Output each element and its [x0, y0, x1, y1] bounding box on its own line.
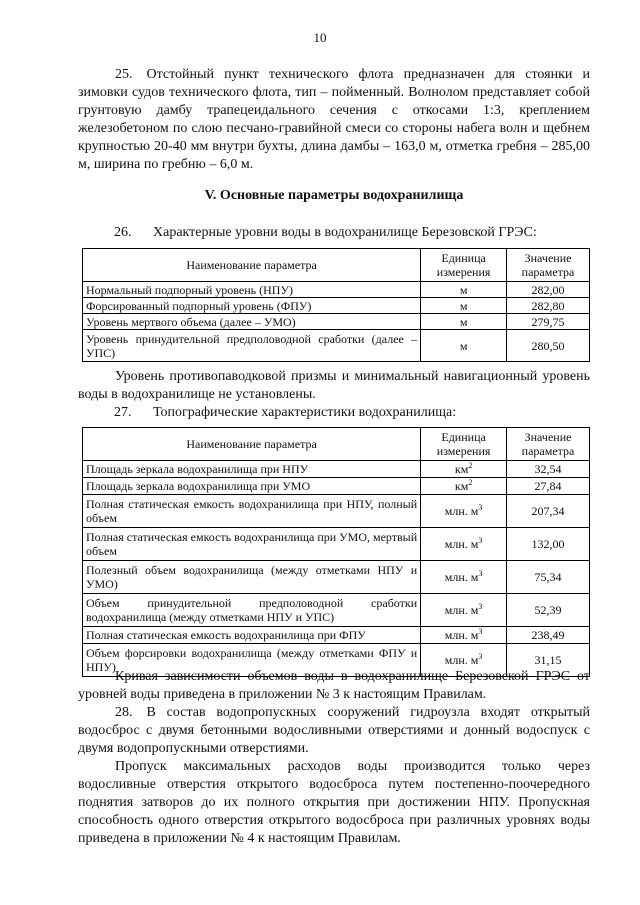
water-levels-table	[82, 248, 590, 362]
table-row	[83, 461, 590, 478]
table-row	[83, 561, 590, 594]
header-value: Значение параметра	[507, 249, 590, 282]
param-unit	[421, 627, 507, 644]
param-name: Уровень принудительной предполоводной сработки (далее – УПС)	[83, 330, 421, 362]
param-name: Площадь зеркала водохранилища при УМО	[83, 478, 421, 495]
table-row	[83, 594, 590, 627]
header-name: Наименование параметра	[83, 428, 421, 461]
table-row	[83, 627, 590, 644]
param-name: Форсированный подпорный уровень (ФПУ)	[83, 298, 421, 314]
unit-text: млн. м	[444, 628, 479, 642]
unit-text: млн. м	[444, 504, 479, 518]
param-unit: м	[421, 282, 507, 298]
param-unit: м	[421, 298, 507, 314]
item-number: 26.	[114, 225, 132, 240]
param-unit	[421, 478, 507, 495]
unit-text: млн. м	[444, 570, 479, 584]
table-row	[83, 330, 590, 362]
item-number: 27.	[114, 405, 132, 420]
unit-text: млн. м	[444, 537, 479, 551]
table-row	[83, 314, 590, 330]
table-row	[83, 528, 590, 561]
param-name: Полная статическая емкость водохранилища при ФПУ	[83, 627, 421, 644]
unit-exponent: 3	[478, 627, 483, 636]
unit-exponent: 3	[478, 536, 483, 545]
param-value: 280,50	[507, 330, 590, 362]
param-value: 238,49	[507, 627, 590, 644]
paragraph-discharge: Пропуск максимальных расходов воды производится только через водосливные отверстия открытого водосброса путем постепенно-поочередного поднятия затворов до их полного открытия при достижении НПУ. Пропускная способность одного отверстия открытого водосброса при различных уровнях воды приведена в приложении № 4 к настоящим Правилам.	[78, 759, 590, 846]
unit-text: млн. м	[444, 603, 479, 617]
param-value: 279,75	[507, 314, 590, 330]
paragraph-28: 28. В состав водопропускных сооружений гидроузла входят открытый водосброс с двумя бетонными водосливными отверстиями и донный водоспуск с двумя водопропускными отверстиями.	[78, 705, 590, 756]
unit-text: млн. м	[444, 653, 479, 667]
param-unit: м	[421, 314, 507, 330]
param-name: Объем форсировки водохранилища (между отметками ФПУ и НПУ)	[83, 644, 421, 677]
param-value: 27,84	[507, 478, 590, 495]
param-name: Уровень мертвого объема (далее – УМО)	[83, 314, 421, 330]
param-value: 75,34	[507, 561, 590, 594]
unit-exponent: 3	[478, 569, 483, 578]
param-name: Полная статическая емкость водохранилища при НПУ, полный объем	[83, 495, 421, 528]
paragraph-levels-note: Уровень противопаводковой призмы и минимальный навигационный уровень воды в водохранилище не установлены.	[78, 369, 590, 402]
section-title: V. Основные параметры водохранилища	[204, 188, 464, 203]
page-number: 10	[313, 30, 327, 45]
param-name: Площадь зеркала водохранилища при НПУ	[83, 461, 421, 478]
param-value: 207,34	[507, 495, 590, 528]
table-header-row	[83, 249, 590, 282]
unit-text: км	[454, 462, 469, 476]
param-unit	[421, 561, 507, 594]
param-name: Нормальный подпорный уровень (НПУ)	[83, 282, 421, 298]
paragraph-volume-curve: Кривая зависимости объемов воды в водохранилище Березовской ГРЭС от уровней воды приведена в приложении № 3 к настоящим Правилам.	[78, 669, 590, 702]
param-value: 282,00	[507, 282, 590, 298]
param-unit: м	[421, 330, 507, 362]
param-value: 32,54	[507, 461, 590, 478]
param-value: 132,00	[507, 528, 590, 561]
table-row	[83, 495, 590, 528]
header-name: Наименование параметра	[83, 249, 421, 282]
header-value: Значение параметра	[507, 428, 590, 461]
param-unit	[421, 528, 507, 561]
param-name: Объем принудительной предполоводной сработки водохранилища (между отметками НПУ и УПС)	[83, 594, 421, 627]
paragraph-25: 25. Отстойный пункт технического флота предназначен для стоянки и зимовки судов технического флота, тип – пойменный. Волнолом представляет собой грунтовую дамбу трапецеидального сечения с откосами 1:3, креплением железобетоном по слою песчано-гравийной смеси со стороны набега волн и щебнем крупностью 20-40 мм внутри бухты, длина дамбы – 163,0 м, отметка гребня – 285,00 м, ширина по гребню – 6,0 м.	[78, 67, 590, 172]
table-header-row	[83, 428, 590, 461]
param-value: 282,80	[507, 298, 590, 314]
param-unit	[421, 594, 507, 627]
unit-exponent: 3	[478, 503, 483, 512]
unit-exponent: 2	[468, 461, 473, 470]
unit-exponent: 2	[468, 478, 473, 487]
item-text: Характерные уровни воды в водохранилище Березовской ГРЭС:	[153, 225, 537, 240]
param-unit	[421, 461, 507, 478]
table-row	[83, 478, 590, 495]
unit-exponent: 3	[478, 602, 483, 611]
header-unit: Единица измерения	[421, 428, 507, 461]
paragraph-27	[114, 404, 590, 422]
item-text: Топографические характеристики водохранилища:	[153, 405, 457, 420]
paragraph-26	[114, 224, 590, 242]
topographic-table	[82, 427, 590, 677]
param-unit	[421, 495, 507, 528]
param-name: Полезный объем водохранилища (между отметками НПУ и УМО)	[83, 561, 421, 594]
unit-text: км	[454, 479, 469, 493]
table-row	[83, 282, 590, 298]
param-value: 31,15	[507, 644, 590, 677]
table-row	[83, 298, 590, 314]
unit-exponent: 3	[478, 652, 483, 661]
param-value: 52,39	[507, 594, 590, 627]
param-name: Полная статическая емкость водохранилища при УМО, мертвый объем	[83, 528, 421, 561]
header-unit: Единица измерения	[421, 249, 507, 282]
